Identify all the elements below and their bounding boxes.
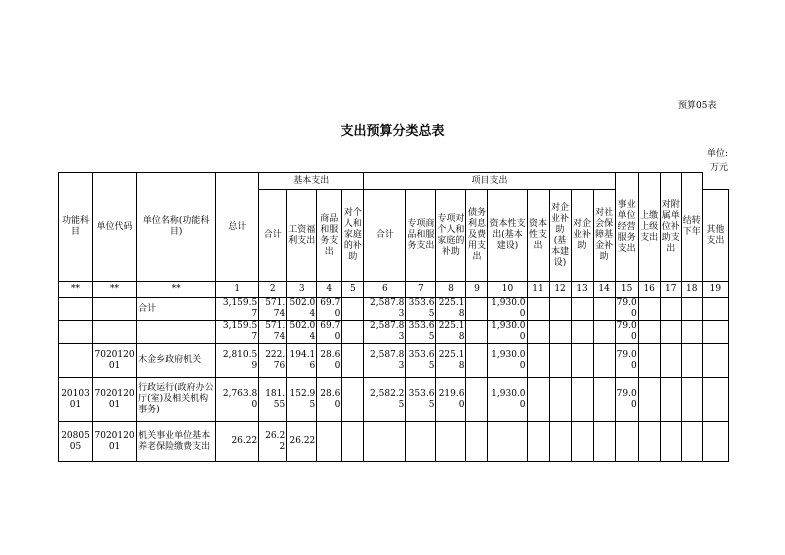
header-func: 功能科目: [59, 173, 93, 282]
index-cell: 18: [681, 282, 702, 298]
index-cell: 3: [287, 282, 317, 298]
header-group-project: 项目支出: [364, 173, 615, 190]
cell-value: [342, 321, 364, 344]
cell-value: 79.00: [616, 321, 637, 342]
index-cell: 8: [436, 282, 466, 298]
cell-value: [549, 344, 571, 378]
cell-value: [466, 344, 488, 378]
cell-value: 2,587.83: [364, 321, 406, 344]
cell-value: 502.04: [287, 321, 317, 344]
cell-value: [638, 321, 660, 344]
cell-value: 225.18: [436, 344, 466, 378]
cell-value: 353.65: [406, 298, 436, 321]
cell-value: [342, 344, 364, 378]
cell-unit-name: 机关事业单位基本养老保险缴费支出: [137, 422, 216, 462]
cell-value: [638, 378, 660, 422]
index-cell: 6: [364, 282, 406, 298]
header-goods: 商品和服务支出: [317, 190, 342, 282]
index-cell: 14: [593, 282, 615, 298]
index-cell: 10: [488, 282, 527, 298]
table-row: [59, 378, 729, 422]
cell-value: [527, 298, 549, 321]
index-cell: 7: [406, 282, 436, 298]
cell-value: [364, 422, 406, 462]
cell-func: [59, 298, 93, 321]
index-cell: **: [59, 282, 93, 298]
cell-value: [571, 344, 593, 378]
cell-value: [702, 378, 728, 422]
index-row: [59, 282, 729, 298]
cell-value: [660, 344, 681, 378]
cell-value: [702, 298, 728, 321]
header-wage: 工资福利支出: [287, 190, 317, 282]
cell-value: 194.16: [287, 344, 317, 378]
cell-value: 222.76: [259, 344, 287, 378]
table-code: 预算05表: [678, 101, 717, 111]
cell-value: [317, 422, 342, 462]
header-proj-personal: 专项对个人和家庭的补助: [436, 190, 466, 282]
cell-value: [681, 422, 702, 462]
cell-value: [466, 298, 488, 321]
cell-value: [342, 378, 364, 422]
unit-value: 万元: [710, 163, 729, 173]
cell-value: [549, 422, 571, 462]
cell-value: 26.22: [216, 422, 259, 462]
cell-value: 502.04: [287, 298, 317, 321]
index-cell: 4: [317, 282, 342, 298]
cell-unit-code: [93, 298, 137, 321]
cell-value: 79.00: [615, 378, 638, 422]
cell-value: 69.70: [317, 321, 342, 344]
cell-value: 28.60: [317, 378, 342, 422]
header-proj-sum: 合计: [364, 190, 406, 282]
index-cell: **: [93, 282, 137, 298]
cell-value: [571, 378, 593, 422]
cell-value: [593, 344, 615, 378]
header-ent-build: 对企业补助(基本建设): [549, 190, 571, 282]
cell-value: 353.65: [406, 378, 436, 422]
cell-unit-code: 702012001: [93, 378, 137, 422]
cell-value: [615, 422, 638, 462]
cell-func: 2010301: [59, 378, 93, 422]
cell-value: 26.22: [287, 422, 317, 462]
cell-value: 2,582.25: [364, 378, 406, 422]
index-cell: 9: [466, 282, 488, 298]
cell-value: [660, 321, 681, 344]
table-row: [59, 298, 729, 321]
cell-value: [527, 321, 549, 344]
cell-value: [681, 378, 702, 422]
cell-value: [638, 298, 660, 321]
table-row: [59, 422, 729, 462]
cell-value: 1,930.00: [488, 344, 527, 378]
cell-value: [466, 378, 488, 422]
header-affiliate: 对附属单位补助支出: [660, 173, 681, 282]
header-social: 对社会保障基金补助: [593, 190, 615, 282]
cell-value: 2,587.83: [364, 298, 406, 321]
cell-unit-code: 702012001: [93, 422, 137, 462]
cell-value: [638, 422, 660, 462]
cell-value: 353.65: [406, 321, 436, 344]
cell-value: 1,930.00: [488, 298, 527, 321]
table-row: [59, 321, 729, 344]
cell-value: [466, 321, 488, 344]
cell-value: [660, 378, 681, 422]
table-row: [59, 344, 729, 378]
cell-unit-code: [93, 321, 137, 344]
header-capital-build: 资本性支出(基本建设): [488, 190, 527, 282]
header-ent: 对企业补助: [571, 190, 593, 282]
cell-value: [527, 422, 549, 462]
cell-value: [406, 422, 436, 462]
cell-unit-code: 702012001: [93, 344, 137, 378]
cell-value: [638, 344, 660, 378]
cell-value: 571.74: [259, 298, 287, 321]
cell-value: [681, 344, 702, 378]
header-carry: 结转下年: [681, 173, 702, 282]
cell-value: 152.95: [287, 378, 317, 422]
cell-value: [527, 344, 549, 378]
index-cell: 17: [660, 282, 681, 298]
cell-value: [593, 378, 615, 422]
cell-value: [681, 298, 702, 321]
page-title: 支出预算分类总表: [340, 124, 445, 139]
header-basic-sum: 合计: [259, 190, 287, 282]
cell-func: 2080505: [59, 422, 93, 462]
cell-value: 2,810.59: [216, 344, 259, 378]
index-cell: **: [137, 282, 216, 298]
cell-value: 28.60: [317, 344, 342, 378]
header-other: 其他支出: [702, 190, 728, 282]
index-cell: 15: [615, 282, 638, 298]
cell-value: 571.74: [259, 321, 287, 344]
cell-value: [342, 422, 364, 462]
cell-unit-name: 行政运行(政府办公厅(室)及相关机构事务): [137, 378, 216, 422]
cell-value: [571, 298, 593, 321]
cell-value: 1,930.00: [488, 321, 527, 344]
header-unit-code: 单位代码: [93, 173, 137, 282]
cell-value: [527, 378, 549, 422]
cell-value: 353.65: [406, 344, 436, 378]
header-proj-goods: 专项商品和服务支出: [406, 190, 436, 282]
index-cell: 11: [527, 282, 549, 298]
cell-value: [702, 321, 728, 344]
cell-value: 2,763.80: [216, 378, 259, 422]
index-cell: 19: [702, 282, 728, 298]
index-cell: 16: [638, 282, 660, 298]
cell-func: [59, 321, 93, 344]
cell-unit-name: [137, 321, 216, 344]
index-cell: 5: [342, 282, 364, 298]
header-group-basic: 基本支出: [259, 173, 364, 190]
cell-value: 225.18: [436, 321, 466, 344]
cell-value: [571, 321, 593, 344]
cell-value: 3,159.57: [216, 321, 259, 344]
cell-value: [702, 422, 728, 462]
cell-value: [549, 321, 571, 344]
cell-value: 79.00: [615, 344, 638, 378]
index-cell: 13: [571, 282, 593, 298]
cell-value: [549, 378, 571, 422]
cell-unit-name: 合计: [137, 298, 216, 321]
cell-value: [466, 422, 488, 462]
header-debt: 债务利息及费用支出: [466, 190, 488, 282]
header-capital: 资本性支出: [527, 190, 549, 282]
unit-label: 单位:: [707, 149, 729, 159]
cell-value: [702, 344, 728, 378]
cell-value: [342, 298, 364, 321]
cell-value: [593, 321, 615, 344]
cell-value: [549, 298, 571, 321]
index-cell: 12: [549, 282, 571, 298]
cell-value: 2,587.83: [364, 344, 406, 378]
budget-table: [58, 172, 729, 462]
cell-value: 219.60: [436, 378, 466, 422]
cell-value: 1,930.00: [488, 378, 527, 422]
header-personal: 对个人和家庭的补助: [342, 190, 364, 282]
header-ent-service: 事业单位经营服务支出: [615, 173, 638, 282]
cell-value: [681, 321, 702, 344]
cell-value: 225.18: [436, 298, 466, 321]
header-upper: 上缴上级支出: [638, 173, 660, 282]
header-total: 总计: [216, 173, 259, 282]
cell-value: [436, 422, 466, 462]
cell-value: 69.70: [317, 298, 342, 321]
index-cell: 1: [216, 282, 259, 298]
cell-func: [59, 344, 93, 378]
index-cell: 2: [259, 282, 287, 298]
cell-value: 26.22: [259, 422, 287, 462]
cell-unit-name: 木金乡政府机关: [137, 344, 216, 378]
cell-value: [593, 422, 615, 462]
cell-value: 79.00: [616, 298, 637, 319]
cell-value: [488, 422, 527, 462]
cell-value: 3,159.57: [216, 298, 259, 321]
cell-value: [593, 298, 615, 321]
header-unit-name: 单位名称(功能科目): [137, 173, 216, 282]
cell-value: [660, 422, 681, 462]
cell-value: [571, 422, 593, 462]
cell-value: [660, 298, 681, 321]
cell-value: 181.55: [259, 378, 287, 422]
